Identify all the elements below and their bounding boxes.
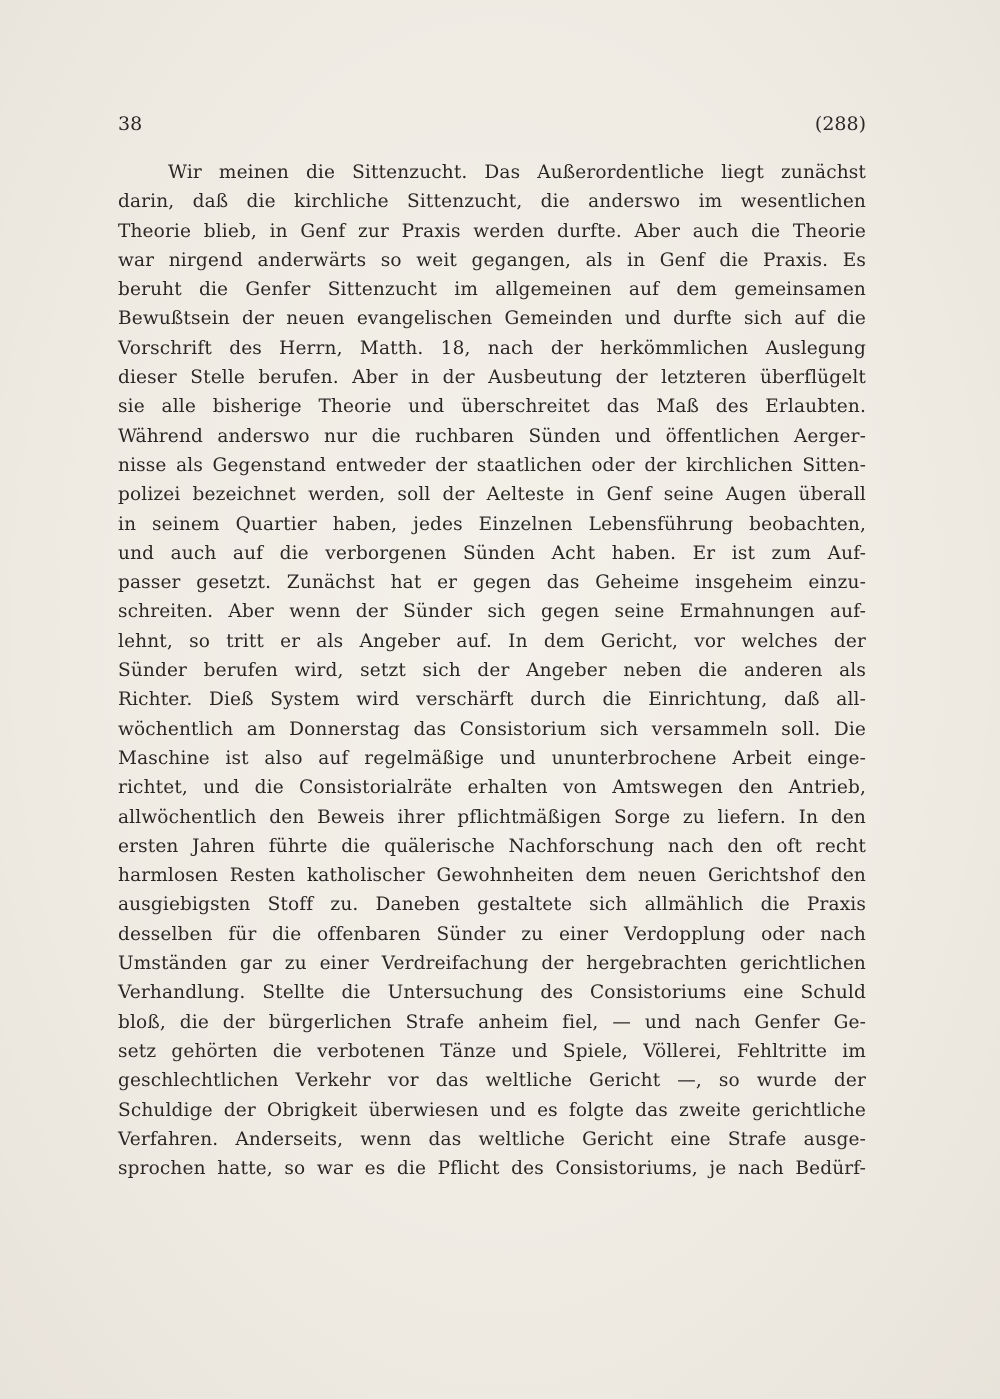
text-line: desselben für die offenbaren Sünder zu einer Verdopplung oder nach	[118, 923, 866, 945]
text-line: Sünder berufen wird, setzt sich der Angeber neben die anderen als	[118, 660, 866, 682]
page-number: 38	[118, 113, 143, 135]
text-line: und auch auf die verborgenen Sünden Acht haben. Er ist zum Auf-	[118, 542, 866, 564]
text-line: harmlosen Resten katholischer Gewohnheiten dem neuen Gerichtshof den	[118, 865, 866, 887]
text-line: Maschine ist also auf regelmäßige und ununterbrochene Arbeit einge-	[118, 747, 866, 769]
text-line: in seinem Quartier haben, jedes Einzelnen Lebensführung beobachten,	[118, 513, 866, 535]
text-line: darin, daß die kirchliche Sittenzucht, die anderswo im wesentlichen	[118, 191, 866, 213]
text-line: war nirgend anderwärts so weit gegangen, als in Genf die Praxis. Es	[118, 249, 866, 271]
text-line: wöchentlich am Donnerstag das Consistorium sich versammeln soll. Die	[118, 718, 866, 740]
text-line: bloß, die der bürgerlichen Strafe anheim fiel, — und nach Genfer Ge-	[118, 1011, 866, 1033]
text-line: ausgiebigsten Stoff zu. Daneben gestaltete sich allmählich die Praxis	[118, 894, 866, 916]
running-reference: (288)	[814, 113, 866, 135]
text-line: schreiten. Aber wenn der Sünder sich gegen seine Ermahnungen auf-	[118, 601, 866, 623]
text-line: geschlechtlichen Verkehr vor das weltliche Gericht —, so wurde der	[118, 1070, 866, 1092]
text-line: allwöchentlich den Beweis ihrer pflichtmäßigen Sorge zu liefern. In den	[118, 806, 866, 828]
text-line: Vorschrift des Herrn, Matth. 18, nach der herkömmlichen Auslegung	[118, 337, 866, 359]
text-line: Theorie blieb, in Genf zur Praxis werden durfte. Aber auch die Theorie	[118, 220, 866, 242]
text-line: sprochen hatte, so war es die Pflicht des Consistoriums, je nach Bedürf-	[118, 1158, 866, 1180]
text-line: sie alle bisherige Theorie und überschreitet das Maß des Erlaubten.	[118, 396, 866, 418]
text-line: Bewußtsein der neuen evangelischen Gemeinden und durfte sich auf die	[118, 308, 866, 330]
text-line: lehnt, so tritt er als Angeber auf. In dem Gericht, vor welches der	[118, 630, 866, 652]
text-line: Während anderswo nur die ruchbaren Sünden und öffentlichen Aerger-	[118, 425, 866, 447]
text-line: Verhandlung. Stellte die Untersuchung des Consistoriums eine Schuld	[118, 982, 866, 1004]
text-line: beruht die Genfer Sittenzucht im allgemeinen auf dem gemeinsamen	[118, 279, 866, 301]
text-line: setz gehörten die verbotenen Tänze und Spiele, Völlerei, Fehltritte im	[118, 1040, 866, 1062]
text-line: Verfahren. Anderseits, wenn das weltliche Gericht eine Strafe ausge-	[118, 1128, 866, 1150]
text-line: nisse als Gegenstand entweder der staatlichen oder der kirchlichen Sitten-	[118, 454, 866, 476]
body-text	[118, 158, 866, 1183]
text-line: Richter. Dieß System wird verschärft durch die Einrichtung, daß all-	[118, 689, 866, 711]
text-line: passer gesetzt. Zunächst hat er gegen das Geheime insgeheim einzu-	[118, 572, 866, 594]
text-line: Schuldige der Obrigkeit überwiesen und es folgte das zweite gerichtliche	[118, 1099, 866, 1121]
text-line: Umständen gar zu einer Verdreifachung der hergebrachten gerichtlichen	[118, 953, 866, 975]
text-line: polizei bezeichnet werden, soll der Aelteste in Genf seine Augen überall	[118, 484, 866, 506]
page-header	[118, 113, 866, 139]
text-line: richtet, und die Consistorialräte erhalten von Amtswegen den Antrieb,	[118, 777, 866, 799]
text-line: ersten Jahren führte die quälerische Nachforschung nach den oft recht	[118, 835, 866, 857]
text-line: Wir meinen die Sittenzucht. Das Außerordentliche liegt zunächst	[168, 162, 866, 183]
text-line: dieser Stelle berufen. Aber in der Ausbeutung der letzteren überflügelt	[118, 367, 866, 389]
